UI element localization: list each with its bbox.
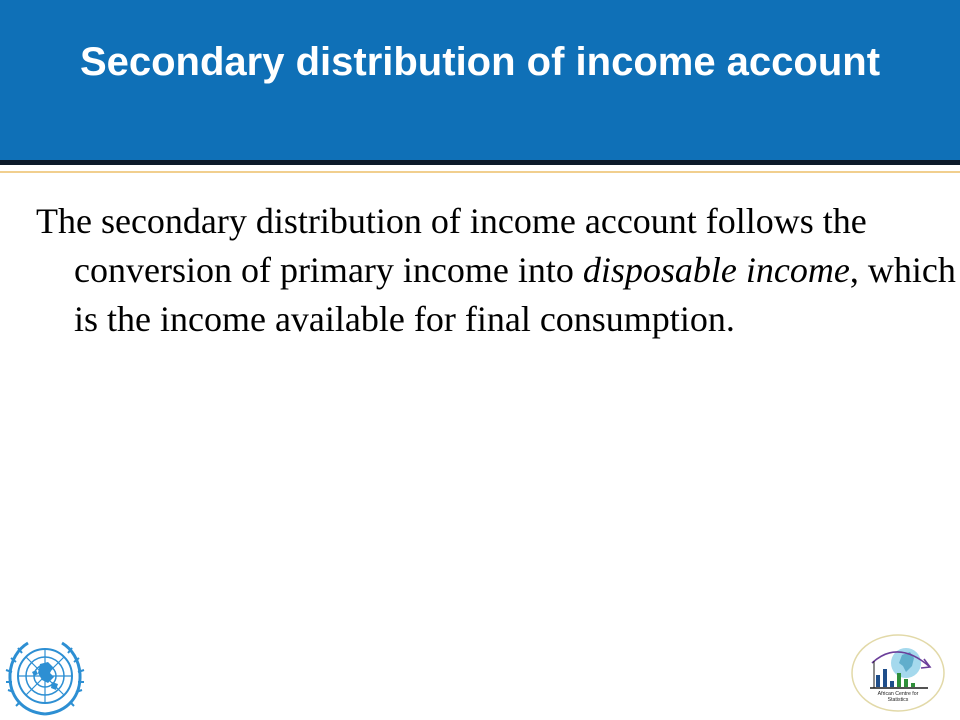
slide-header [0, 0, 960, 160]
body-text-emphasis: disposable income [582, 250, 850, 290]
slide-title: Secondary distribution of income account [79, 40, 881, 84]
body-text-part1: The secondary distribution of income account follows the conversion of primary income into [36, 201, 867, 290]
slide-body-text [36, 197, 960, 344]
african-centre-for-statistics-logo [850, 633, 946, 713]
header-divider-dark [0, 160, 960, 165]
un-emblem-icon [4, 636, 86, 718]
acs-logo-text-line1: African Centre for [877, 691, 919, 697]
body-text-part2: , which is the income available for final consumption. [74, 250, 956, 339]
header-divider-light [0, 171, 960, 173]
acs-logo-text-line2: Statistics [887, 697, 909, 703]
